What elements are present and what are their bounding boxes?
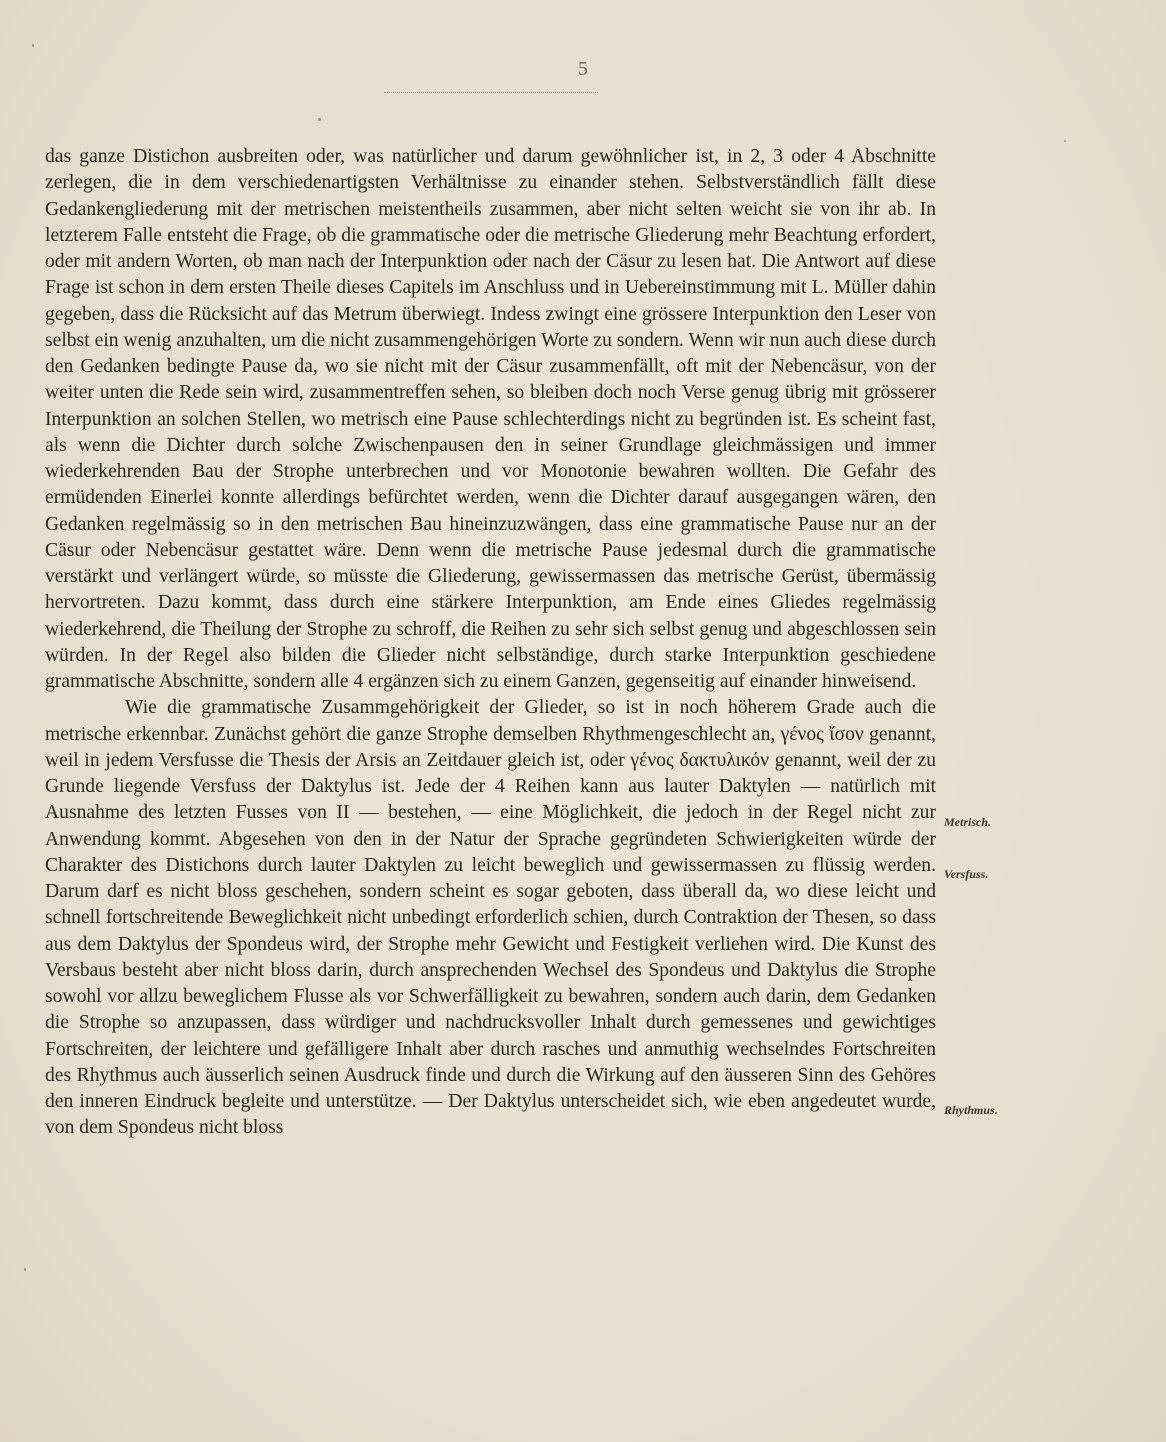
header-rule bbox=[384, 92, 598, 93]
margin-note-rhythmus: Rhythmus. bbox=[944, 1103, 998, 1117]
paragraph-2: Wie die grammatische Zusammgehörigkeit der Glieder, so ist in noch höherem Grade auch die metrische erkennbar. Zunächst gehört die ganze Strophe demselben Rhythmengeschlecht an, γένος ἴσον genannt, weil in jedem Versfusse die Thesis der Arsis an Zeitdauer gleich ist, oder γένος δακτυλικόν genannt, weil der zu Grunde liegende Versfuss der Daktylus ist. Jede der 4 Reihen kann aus lauter Daktylen — natürlich mit Ausnahme des letzten Fusses von II — bestehen, — eine Möglichkeit, die jedoch in der Regel nicht zur Anwendung kommt. Abgesehen von den in der Natur der Sprache gegründeten Schwierigkeiten würde der Charakter des Distichons durch lauter Daktylen zu leicht beweglich und gewissermassen zu flüssig werden. Darum darf es nicht bloss geschehen, sondern scheint es sogar geboten, dass überall da, wo diese leicht und schnell fortschreitende Beweglichkeit nicht unbedingt erforderlich schien, durch Contraktion der Thesen, so dass aus dem Daktylus der Spondeus wird, der Strophe mehr Gewicht und Festigkeit verliehen wird. Die Kunst des Versbaus besteht aber nicht bloss darin, durch ansprechenden Wechsel des Spondeus und Daktylus die Strophe sowohl vor allzu beweglichem Flusse als vor Schwerfälligkeit zu bewahren, sondern auch darin, dem Gedanken die Strophe so anzupassen, dass würdiger und nachdrucksvoller Inhalt durch gemessenes und gewichtiges Fortschreiten, der leichtere und gefälligere Inhalt aber durch rasches und anmuthig wechselndes Fortschreiten des Rhythmus auch äusserlich seinen Ausdruck finde und durch die Wirkung auf den äusseren Sinn des Gehöres den inneren Eindruck begleite und unterstütze. — Der Daktylus unterscheidet sich, wie eben angedeutet wurde, von dem Spondeus nicht bloss bbox=[45, 697, 936, 1139]
paragraph-1: das ganze Distichon ausbreiten oder, was natürlicher und darum gewöhnlicher ist, in 2, 3 oder 4 Abschnitte zerlegen, die in dem verschiedenartigsten Verhältnisse zu einander stehen. Selbstverständlich fällt diese Gedankengliederung mit der metrischen meistentheils zusammen, aber nicht selten weicht sie von ihr ab. In letzterem Falle entsteht die Frage, ob die grammatische oder die metrische Gliederung mehr Beachtung erfordert, oder mit andern Worten, ob man nach der Interpunktion oder nach der Cäsur zu lesen hat. Die Antwort auf diese Frage ist schon in dem ersten Theile dieses Capitels im Anschluss und in Uebereinstimmung mit L. Müller dahin gegeben, dass die Rücksicht auf das Metrum überwiegt. Indess zwingt eine grössere Interpunktion den Leser von selbst ein wenig anzuhalten, um die nicht zusammengehörigen Worte zu sondern. Wenn wir nun auch diese durch den Gedanken bedingte Pause da, wo sie nicht mit der Cäsur zusammenfällt, oft mit der Nebencäsur, von der weiter unten die Rede sein wird, zusammentreffen sehen, so bleiben doch noch Verse genug übrig mit grösserer Interpunktion an solchen Stellen, wo metrisch eine Pause schlechterdings nicht zu begründen ist. Es scheint fast, als wenn die Dichter durch solche Zwischenpausen den in seiner Grundlage gleichmässigen und immer wiederkehrenden Bau der Strophe unterbrechen und vor Monotonie bewahren wollten. Die Gefahr des ermüdenden Einerlei konnte allerdings befürchtet werden, wenn die Dichter darauf ausgegangen wären, den Gedanken regelmässig so in den metrischen Bau hineinzuzwängen, dass eine grammatische Pause nur an der Cäsur oder Nebencäsur gestattet wäre. Denn wenn die metrische Pause jedesmal durch die grammatische verstärkt und verlängert würde, so müsste die Gliederung, gewissermassen das metrische Gerüst, übermässig hervortreten. Dazu kommt, dass durch eine stärkere Interpunktion, am Ende eines Gliedes regelmässig wiederkehrend, die Theilung der Strophe zu schroff, die Reihen zu sehr sich selbst genug und abgeschlossen sein würden. In der Regel also bilden die Glieder nicht selbständige, durch starke Interpunktion geschiedene grammatische Abschnitte, sondern alle 4 ergänzen sich zu einem Ganzen, gegenseitig auf einander hinweisend. bbox=[45, 146, 936, 692]
paper-speck bbox=[1064, 140, 1066, 142]
page-number: 5 bbox=[578, 58, 588, 80]
paper-speck bbox=[318, 118, 321, 121]
margin-note-metrisch: Metrisch. bbox=[944, 815, 992, 829]
margin-note-versfuss: Versfuss. bbox=[944, 867, 989, 881]
paper-speck bbox=[24, 1268, 26, 1271]
paper-speck bbox=[32, 44, 34, 47]
body-text bbox=[45, 144, 936, 1142]
